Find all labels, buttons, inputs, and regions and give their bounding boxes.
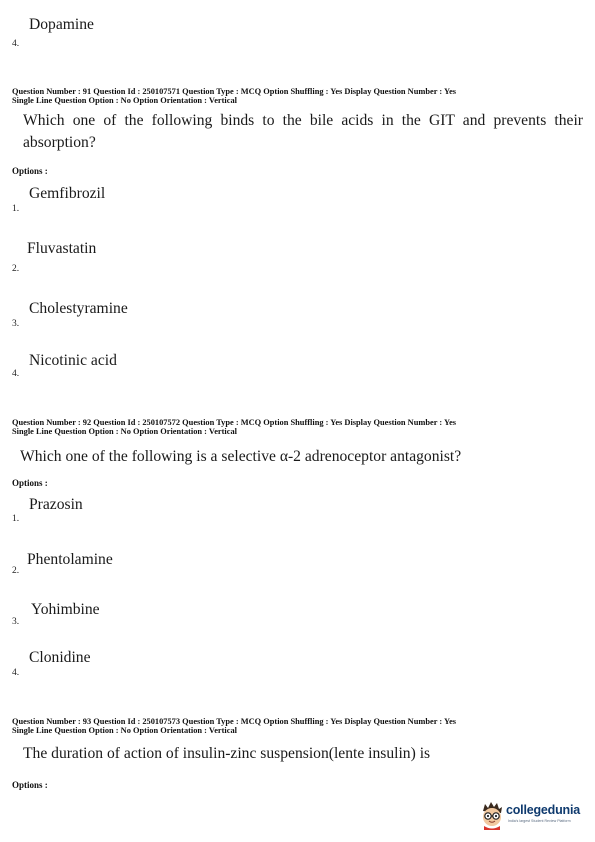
options-label: Options : — [12, 478, 48, 488]
option-number: 1. — [12, 204, 20, 214]
question-text: The duration of action of insulin-zinc suspension(lente insulin) is — [23, 745, 431, 762]
option-text: Fluvastatin — [27, 240, 97, 257]
mascot-icon — [478, 800, 506, 830]
question-text: Which one of the following binds to the bile acids in the GIT and prevents their — [23, 112, 583, 129]
question-meta-2: Single Line Question Option : No Option Orientation : Vertical — [12, 726, 237, 735]
question-meta: Question Number : 92 Question Id : 250107572 Question Type : MCQ Option Shuffling : Yes Display Question Number : Yes — [12, 418, 457, 427]
options-label: Options : — [12, 166, 48, 176]
option-text: Clonidine — [29, 649, 91, 666]
option-text: Phentolamine — [27, 551, 113, 568]
option-number: 3. — [12, 617, 20, 627]
option-text: Gemfibrozil — [29, 185, 106, 202]
option-number: 4. — [12, 39, 20, 49]
logo-tagline: India's largest Student Review Platform — [508, 819, 571, 823]
option-number: 4. — [12, 668, 20, 678]
question-text-2: absorption? — [23, 134, 96, 151]
option-text: Cholestyramine — [29, 300, 128, 317]
question-meta: Question Number : 93 Question Id : 250107573 Question Type : MCQ Option Shuffling : Yes Display Question Number : Yes — [12, 717, 457, 726]
question-meta: Question Number : 91 Question Id : 250107571 Question Type : MCQ Option Shuffling : Yes Display Question Number : Yes — [12, 87, 457, 96]
option-text: Dopamine — [29, 16, 94, 33]
logo-wordmark: collegedunia — [506, 803, 581, 817]
question-meta-2: Single Line Question Option : No Option Orientation : Vertical — [12, 96, 237, 105]
options-label: Options : — [12, 780, 48, 790]
collegedunia-logo — [478, 800, 588, 832]
option-number: 2. — [12, 264, 20, 274]
option-number: 3. — [12, 319, 20, 329]
option-number: 4. — [12, 369, 20, 379]
option-text: Yohimbine — [31, 601, 100, 618]
question-text: Which one of the following is a selective α-2 adrenoceptor antagonist? — [20, 448, 462, 465]
option-text: Nicotinic acid — [29, 352, 117, 369]
option-number: 1. — [12, 514, 20, 524]
option-number: 2. — [12, 566, 20, 576]
option-text: Prazosin — [29, 496, 83, 513]
question-meta-2: Single Line Question Option : No Option Orientation : Vertical — [12, 427, 237, 436]
